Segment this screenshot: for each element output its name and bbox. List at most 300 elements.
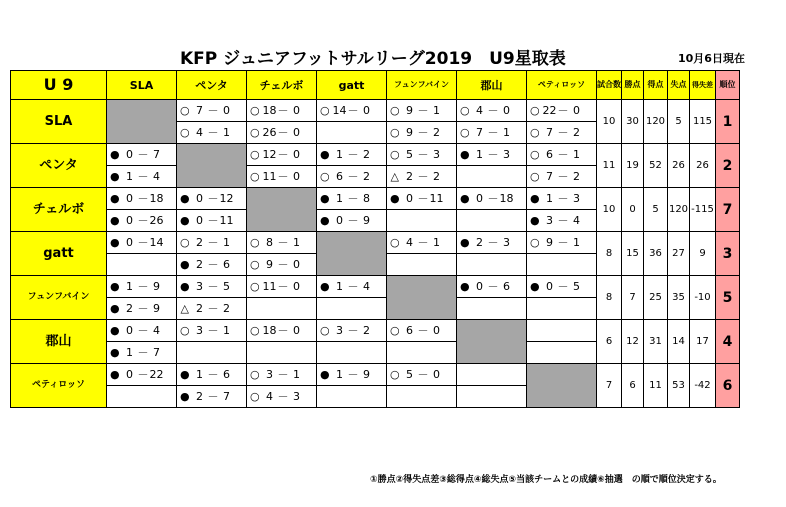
goals-against: 14: [150, 232, 164, 254]
goals-against: 1: [570, 144, 584, 166]
score-dash: －: [557, 276, 570, 298]
stat-value: 26: [668, 144, 690, 188]
result-mark: ●: [527, 188, 543, 210]
goals-for: 1: [333, 188, 347, 210]
stat-value: 36: [644, 232, 668, 276]
goals-against: 22: [150, 364, 164, 386]
score-dash: －: [207, 298, 220, 320]
goals-against: 18: [500, 188, 514, 210]
spacer-cell: [444, 364, 457, 386]
result-mark: ○: [527, 166, 543, 188]
goals-against: 12: [220, 188, 234, 210]
stat-value: 120: [644, 100, 668, 144]
stat-header: 得点: [644, 71, 668, 100]
score-dash: －: [277, 232, 290, 254]
goals-against: [360, 342, 374, 364]
column-team-header: フュンフバイン: [387, 71, 457, 100]
goals-against: 3: [430, 144, 444, 166]
goals-for: [403, 254, 417, 276]
result-mark: ○: [247, 276, 263, 298]
stat-value: 6: [622, 364, 644, 408]
spacer-cell: [304, 342, 317, 364]
row-team-name: gatt: [11, 232, 107, 276]
result-mark: ●: [177, 210, 193, 232]
stat-value: 11: [644, 364, 668, 408]
goals-for: [543, 342, 557, 364]
result-mark: ●: [107, 210, 123, 232]
goals-for: [263, 342, 277, 364]
spacer-cell: [234, 188, 247, 210]
stat-header: 得失差: [690, 71, 716, 100]
score-dash: [487, 254, 500, 276]
goals-for: 11: [263, 166, 277, 188]
goals-for: [473, 298, 487, 320]
corner-label: U 9: [11, 71, 107, 100]
score-dash: [417, 210, 430, 232]
goals-for: 2: [193, 232, 207, 254]
score-dash: －: [347, 276, 360, 298]
goals-against: 2: [430, 166, 444, 188]
score-dash: －: [557, 188, 570, 210]
goals-for: [473, 364, 487, 386]
goals-for: 9: [403, 122, 417, 144]
stat-value: 10: [597, 188, 622, 232]
header-row: [11, 71, 740, 100]
goals-against: 11: [220, 210, 234, 232]
table-row: [11, 232, 740, 254]
rank-value: 6: [716, 364, 740, 408]
goals-against: 11: [430, 188, 444, 210]
stat-value: -10: [690, 276, 716, 320]
stat-value: 25: [644, 276, 668, 320]
goals-for: 0: [403, 188, 417, 210]
spacer-cell: [584, 210, 597, 232]
goals-for: 5: [403, 144, 417, 166]
result-mark: [457, 298, 473, 320]
page-title: KFP ジュニアフットサルリーグ2019 U9星取表: [180, 49, 566, 69]
goals-against: [570, 298, 584, 320]
result-mark: [317, 122, 333, 144]
spacer-cell: [514, 386, 527, 408]
result-mark: ●: [177, 386, 193, 408]
goals-against: 0: [430, 364, 444, 386]
spacer-cell: [514, 298, 527, 320]
goals-against: 2: [430, 122, 444, 144]
goals-against: 8: [360, 188, 374, 210]
spacer-cell: [584, 276, 597, 298]
score-dash: [347, 122, 360, 144]
spacer-cell: [514, 166, 527, 188]
result-mark: [457, 166, 473, 188]
stat-value: 31: [644, 320, 668, 364]
spacer-cell: [444, 210, 457, 232]
score-dash: －: [137, 364, 150, 386]
result-mark: ●: [457, 188, 473, 210]
result-mark: [457, 364, 473, 386]
score-dash: －: [417, 122, 430, 144]
result-mark: [387, 386, 403, 408]
spacer-cell: [164, 298, 177, 320]
score-dash: －: [347, 210, 360, 232]
goals-against: [290, 298, 304, 320]
goals-for: 0: [193, 188, 207, 210]
goals-for: 18: [263, 320, 277, 342]
result-mark: [107, 386, 123, 408]
goals-against: 7: [150, 342, 164, 364]
result-mark: [387, 210, 403, 232]
score-dash: －: [557, 210, 570, 232]
score-dash: [557, 320, 570, 342]
goals-against: 0: [220, 100, 234, 122]
goals-for: [403, 342, 417, 364]
row-team-name: ペンタ: [11, 144, 107, 188]
stat-value: 11: [597, 144, 622, 188]
goals-for: 2: [193, 386, 207, 408]
spacer-cell: [584, 122, 597, 144]
goals-against: 0: [570, 100, 584, 122]
result-mark: ○: [317, 166, 333, 188]
spacer-cell: [374, 122, 387, 144]
score-dash: －: [137, 188, 150, 210]
row-team-name: チェルボ: [11, 188, 107, 232]
goals-for: 9: [403, 100, 417, 122]
table-row: [11, 276, 740, 298]
goals-against: 9: [360, 210, 374, 232]
score-dash: [137, 386, 150, 408]
goals-against: 0: [500, 100, 514, 122]
score-dash: －: [207, 188, 220, 210]
score-dash: －: [347, 188, 360, 210]
result-mark: ●: [457, 144, 473, 166]
stat-value: 115: [690, 100, 716, 144]
score-dash: －: [347, 144, 360, 166]
spacer-cell: [444, 188, 457, 210]
goals-for: 1: [123, 342, 137, 364]
stat-value: 52: [644, 144, 668, 188]
score-dash: [557, 342, 570, 364]
goals-for: 3: [193, 276, 207, 298]
goals-for: 2: [473, 232, 487, 254]
result-mark: ●: [107, 144, 123, 166]
result-mark: ○: [177, 320, 193, 342]
goals-against: [220, 342, 234, 364]
score-dash: [557, 298, 570, 320]
table-row: [11, 100, 740, 122]
stat-value: -42: [690, 364, 716, 408]
spacer-cell: [304, 254, 317, 276]
goals-against: 2: [360, 166, 374, 188]
result-mark: ●: [527, 276, 543, 298]
spacer-cell: [374, 100, 387, 122]
goals-against: 4: [150, 320, 164, 342]
spacer-cell: [374, 364, 387, 386]
stat-value: 12: [622, 320, 644, 364]
result-mark: [527, 320, 543, 342]
result-mark: [527, 298, 543, 320]
goals-against: 0: [290, 100, 304, 122]
result-mark: ○: [317, 320, 333, 342]
goals-for: [123, 386, 137, 408]
spacer-cell: [514, 232, 527, 254]
rank-value: 3: [716, 232, 740, 276]
result-mark: [247, 298, 263, 320]
goals-for: 1: [123, 276, 137, 298]
goals-against: 4: [360, 276, 374, 298]
goals-against: 0: [290, 166, 304, 188]
spacer-cell: [234, 298, 247, 320]
goals-against: 6: [220, 364, 234, 386]
goals-against: 2: [360, 320, 374, 342]
goals-against: [430, 254, 444, 276]
goals-against: 9: [150, 276, 164, 298]
goals-against: 9: [360, 364, 374, 386]
goals-for: 2: [193, 254, 207, 276]
goals-against: 18: [150, 188, 164, 210]
result-mark: ●: [387, 188, 403, 210]
goals-for: 2: [193, 298, 207, 320]
score-dash: [417, 254, 430, 276]
result-mark: [457, 386, 473, 408]
goals-for: [193, 342, 207, 364]
table-row: [11, 144, 740, 166]
score-dash: [487, 166, 500, 188]
spacer-cell: [304, 166, 317, 188]
spacer-cell: [164, 364, 177, 386]
stat-value: 53: [668, 364, 690, 408]
stat-value: 8: [597, 232, 622, 276]
result-mark: ○: [527, 100, 543, 122]
spacer-cell: [514, 254, 527, 276]
spacer-cell: [514, 276, 527, 298]
goals-for: 0: [123, 188, 137, 210]
self-match-cell: [387, 276, 457, 320]
goals-for: 6: [543, 144, 557, 166]
goals-for: 5: [403, 364, 417, 386]
score-dash: －: [207, 232, 220, 254]
score-dash: －: [417, 188, 430, 210]
stat-header: 失点: [668, 71, 690, 100]
score-dash: －: [417, 320, 430, 342]
goals-against: [500, 166, 514, 188]
spacer-cell: [164, 254, 177, 276]
row-team-name: ペティロッソ: [11, 364, 107, 408]
result-mark: ○: [177, 232, 193, 254]
goals-for: 0: [123, 364, 137, 386]
goals-against: [430, 342, 444, 364]
goals-against: 2: [220, 298, 234, 320]
goals-against: 3: [500, 232, 514, 254]
goals-against: 1: [500, 122, 514, 144]
score-dash: [277, 298, 290, 320]
score-dash: －: [417, 144, 430, 166]
score-dash: －: [207, 254, 220, 276]
stat-value: 27: [668, 232, 690, 276]
score-dash: －: [487, 122, 500, 144]
stat-value: 35: [668, 276, 690, 320]
score-dash: －: [417, 166, 430, 188]
self-match-cell: [527, 364, 597, 408]
goals-against: [150, 386, 164, 408]
self-match-cell: [107, 100, 177, 144]
goals-for: 3: [263, 364, 277, 386]
goals-against: 0: [360, 100, 374, 122]
spacer-cell: [584, 298, 597, 320]
goals-against: [430, 210, 444, 232]
result-mark: [387, 254, 403, 276]
rank-value: 4: [716, 320, 740, 364]
spacer-cell: [234, 320, 247, 342]
spacer-cell: [374, 386, 387, 408]
goals-for: 0: [123, 210, 137, 232]
footnote: ①勝点②得失点差③総得点④総失点⑤当該チームとの成績⑥抽選 の順で順位決定する。: [370, 475, 722, 485]
result-mark: △: [387, 166, 403, 188]
spacer-cell: [584, 188, 597, 210]
goals-against: [150, 254, 164, 276]
score-dash: －: [277, 364, 290, 386]
result-mark: ●: [107, 232, 123, 254]
result-mark: ●: [457, 276, 473, 298]
result-mark: ○: [457, 122, 473, 144]
result-mark: ●: [317, 188, 333, 210]
rank-value: 7: [716, 188, 740, 232]
spacer-cell: [514, 144, 527, 166]
result-mark: [317, 386, 333, 408]
goals-for: 7: [473, 122, 487, 144]
spacer-cell: [234, 276, 247, 298]
spacer-cell: [304, 364, 317, 386]
goals-for: 8: [263, 232, 277, 254]
spacer-cell: [234, 210, 247, 232]
score-dash: [487, 210, 500, 232]
goals-against: 4: [150, 166, 164, 188]
result-mark: [457, 254, 473, 276]
goals-for: 4: [263, 386, 277, 408]
score-dash: [487, 364, 500, 386]
score-dash: －: [557, 122, 570, 144]
score-dash: －: [207, 122, 220, 144]
goals-for: 4: [403, 232, 417, 254]
spacer-cell: [164, 342, 177, 364]
score-dash: －: [557, 232, 570, 254]
goals-for: [333, 342, 347, 364]
result-mark: ○: [387, 320, 403, 342]
result-mark: ●: [527, 210, 543, 232]
self-match-cell: [457, 320, 527, 364]
score-dash: [137, 254, 150, 276]
goals-against: 1: [570, 232, 584, 254]
rank-value: 2: [716, 144, 740, 188]
spacer-cell: [164, 144, 177, 166]
spacer-cell: [304, 144, 317, 166]
goals-for: [543, 254, 557, 276]
spacer-cell: [444, 320, 457, 342]
goals-for: 2: [403, 166, 417, 188]
goals-for: 4: [193, 122, 207, 144]
as-of-date: 10月6日現在: [678, 52, 745, 65]
result-mark: ○: [247, 364, 263, 386]
result-mark: ○: [387, 100, 403, 122]
column-team-header: ペンタ: [177, 71, 247, 100]
score-dash: －: [487, 232, 500, 254]
result-mark: ●: [317, 210, 333, 232]
score-dash: [347, 342, 360, 364]
spacer-cell: [374, 276, 387, 298]
score-dash: －: [277, 100, 290, 122]
score-dash: －: [137, 320, 150, 342]
result-mark: ○: [247, 254, 263, 276]
score-dash: －: [557, 100, 570, 122]
score-dash: －: [137, 144, 150, 166]
self-match-cell: [317, 232, 387, 276]
goals-for: 1: [123, 166, 137, 188]
spacer-cell: [584, 100, 597, 122]
result-mark: ●: [107, 342, 123, 364]
result-mark: ●: [317, 144, 333, 166]
spacer-cell: [234, 122, 247, 144]
stat-header: 勝点: [622, 71, 644, 100]
goals-for: 0: [473, 188, 487, 210]
result-mark: ●: [177, 254, 193, 276]
spacer-cell: [514, 188, 527, 210]
score-dash: －: [347, 364, 360, 386]
goals-for: 0: [123, 144, 137, 166]
goals-for: 3: [193, 320, 207, 342]
goals-against: [500, 210, 514, 232]
stat-value: 30: [622, 100, 644, 144]
spacer-cell: [374, 210, 387, 232]
score-dash: [417, 386, 430, 408]
result-mark: ○: [387, 122, 403, 144]
row-team-name: SLA: [11, 100, 107, 144]
score-dash: －: [277, 386, 290, 408]
score-dash: －: [137, 166, 150, 188]
goals-for: 3: [333, 320, 347, 342]
spacer-cell: [164, 210, 177, 232]
result-mark: ○: [527, 122, 543, 144]
result-mark: ○: [387, 144, 403, 166]
stat-value: 7: [622, 276, 644, 320]
stat-value: 5: [644, 188, 668, 232]
goals-against: [290, 342, 304, 364]
stat-header: 順位: [716, 71, 740, 100]
goals-for: 6: [333, 166, 347, 188]
spacer-cell: [164, 320, 177, 342]
spacer-cell: [444, 254, 457, 276]
score-dash: －: [137, 342, 150, 364]
stat-header: 試合数: [597, 71, 622, 100]
result-mark: [317, 342, 333, 364]
result-mark: ●: [107, 320, 123, 342]
goals-for: 0: [193, 210, 207, 232]
goals-against: [570, 320, 584, 342]
goals-against: 4: [570, 210, 584, 232]
goals-for: 1: [193, 364, 207, 386]
spacer-cell: [514, 100, 527, 122]
score-dash: －: [487, 276, 500, 298]
column-team-header: 郡山: [457, 71, 527, 100]
self-match-cell: [177, 144, 247, 188]
stat-value: 120: [668, 188, 690, 232]
spacer-cell: [234, 364, 247, 386]
goals-against: 0: [290, 276, 304, 298]
spacer-cell: [304, 100, 317, 122]
spacer-cell: [164, 166, 177, 188]
spacer-cell: [584, 232, 597, 254]
goals-against: 6: [500, 276, 514, 298]
goals-for: [403, 210, 417, 232]
goals-for: 1: [333, 144, 347, 166]
goals-for: 22: [543, 100, 557, 122]
